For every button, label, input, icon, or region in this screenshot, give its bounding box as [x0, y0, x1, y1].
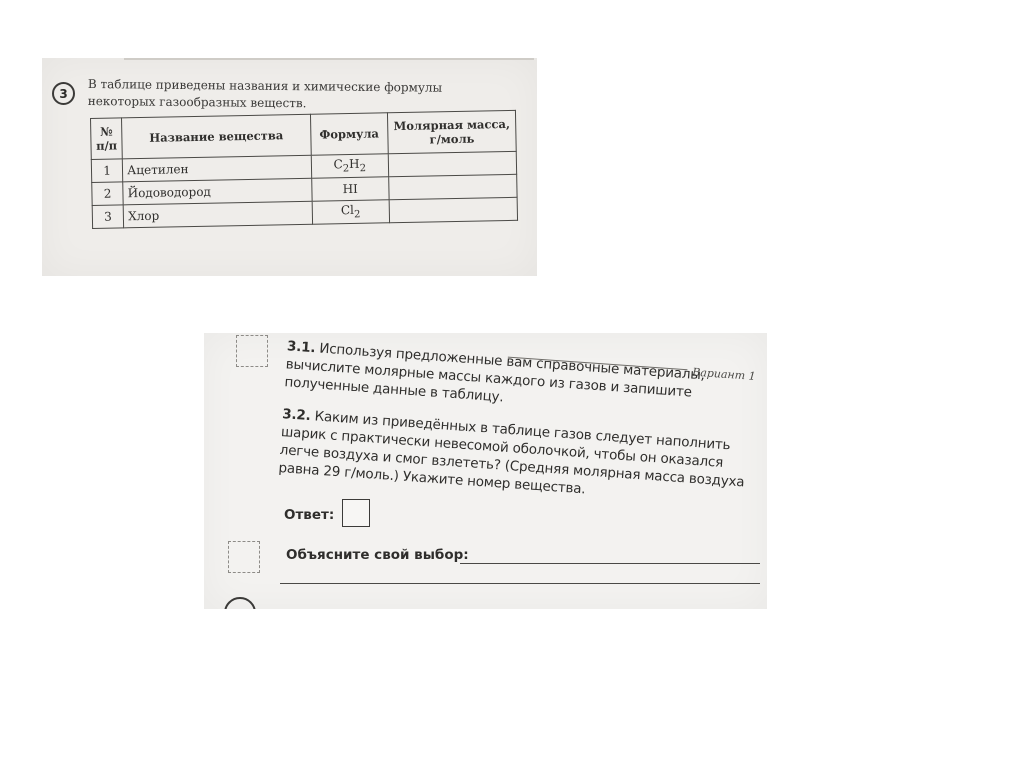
task-3-1-number: 3.1. [286, 338, 316, 357]
header-molar-mass: Молярная масса, г/моль [388, 110, 517, 153]
row-molar-mass-cell[interactable] [388, 151, 516, 176]
substance-table [90, 110, 518, 229]
task-3-1-text: Используя предложенные вам справочные материалы, вычислите молярные массы каждого из газов и запишите полученные данные в таблицу. [284, 340, 706, 406]
header-formula: Формула [310, 113, 388, 155]
row-molar-mass-cell[interactable] [389, 174, 517, 199]
rotated-page-content [204, 333, 766, 609]
task-3-2 [278, 405, 762, 510]
task-3-2-number: 3.2. [281, 406, 312, 425]
answer-label: Ответ: [284, 507, 335, 523]
row-number: 1 [91, 159, 123, 183]
row-formula: $C_2H_2$ [311, 154, 389, 178]
task-3-2-text: Каким из приведённых в таблице газов следует наполнить шарик с практически невесомой оболочкой, чтобы он оказался легче воздуха и смог взлететь? (Средняя молярная масса воздуха равна 29 г/моль.) Укажите номер вещества. [278, 408, 745, 498]
answer-box[interactable] [342, 499, 370, 527]
task3-photo [42, 58, 537, 276]
tasks-3-1-3-2-photo [204, 333, 767, 609]
row-substance-name: Йодоводород [123, 178, 312, 205]
row-number: 3 [92, 205, 124, 229]
row-formula: HI [311, 177, 389, 201]
row-substance-name: Хлор [123, 201, 312, 228]
header-number: № п/п [91, 118, 123, 160]
row-substance-name: Ацетилен [123, 155, 312, 182]
row-molar-mass-cell[interactable] [389, 197, 517, 222]
row-number: 2 [92, 182, 124, 206]
variant-label: Вариант 1 [691, 365, 757, 383]
header-name: Название вещества [122, 114, 311, 159]
row-formula: $Cl_2$ [312, 200, 390, 224]
explain-answer-line-2[interactable] [280, 583, 760, 584]
explain-label: Объясните свой выбор: [286, 547, 469, 563]
substance-table-wrapper [90, 110, 518, 229]
page-edge-line [124, 58, 534, 60]
task3-intro-text: В таблице приведены названия и химические формулы некоторых газообразных веществ. [87, 76, 443, 111]
explain-answer-line[interactable] [460, 563, 760, 564]
question-number-badge: 3 [52, 82, 75, 105]
